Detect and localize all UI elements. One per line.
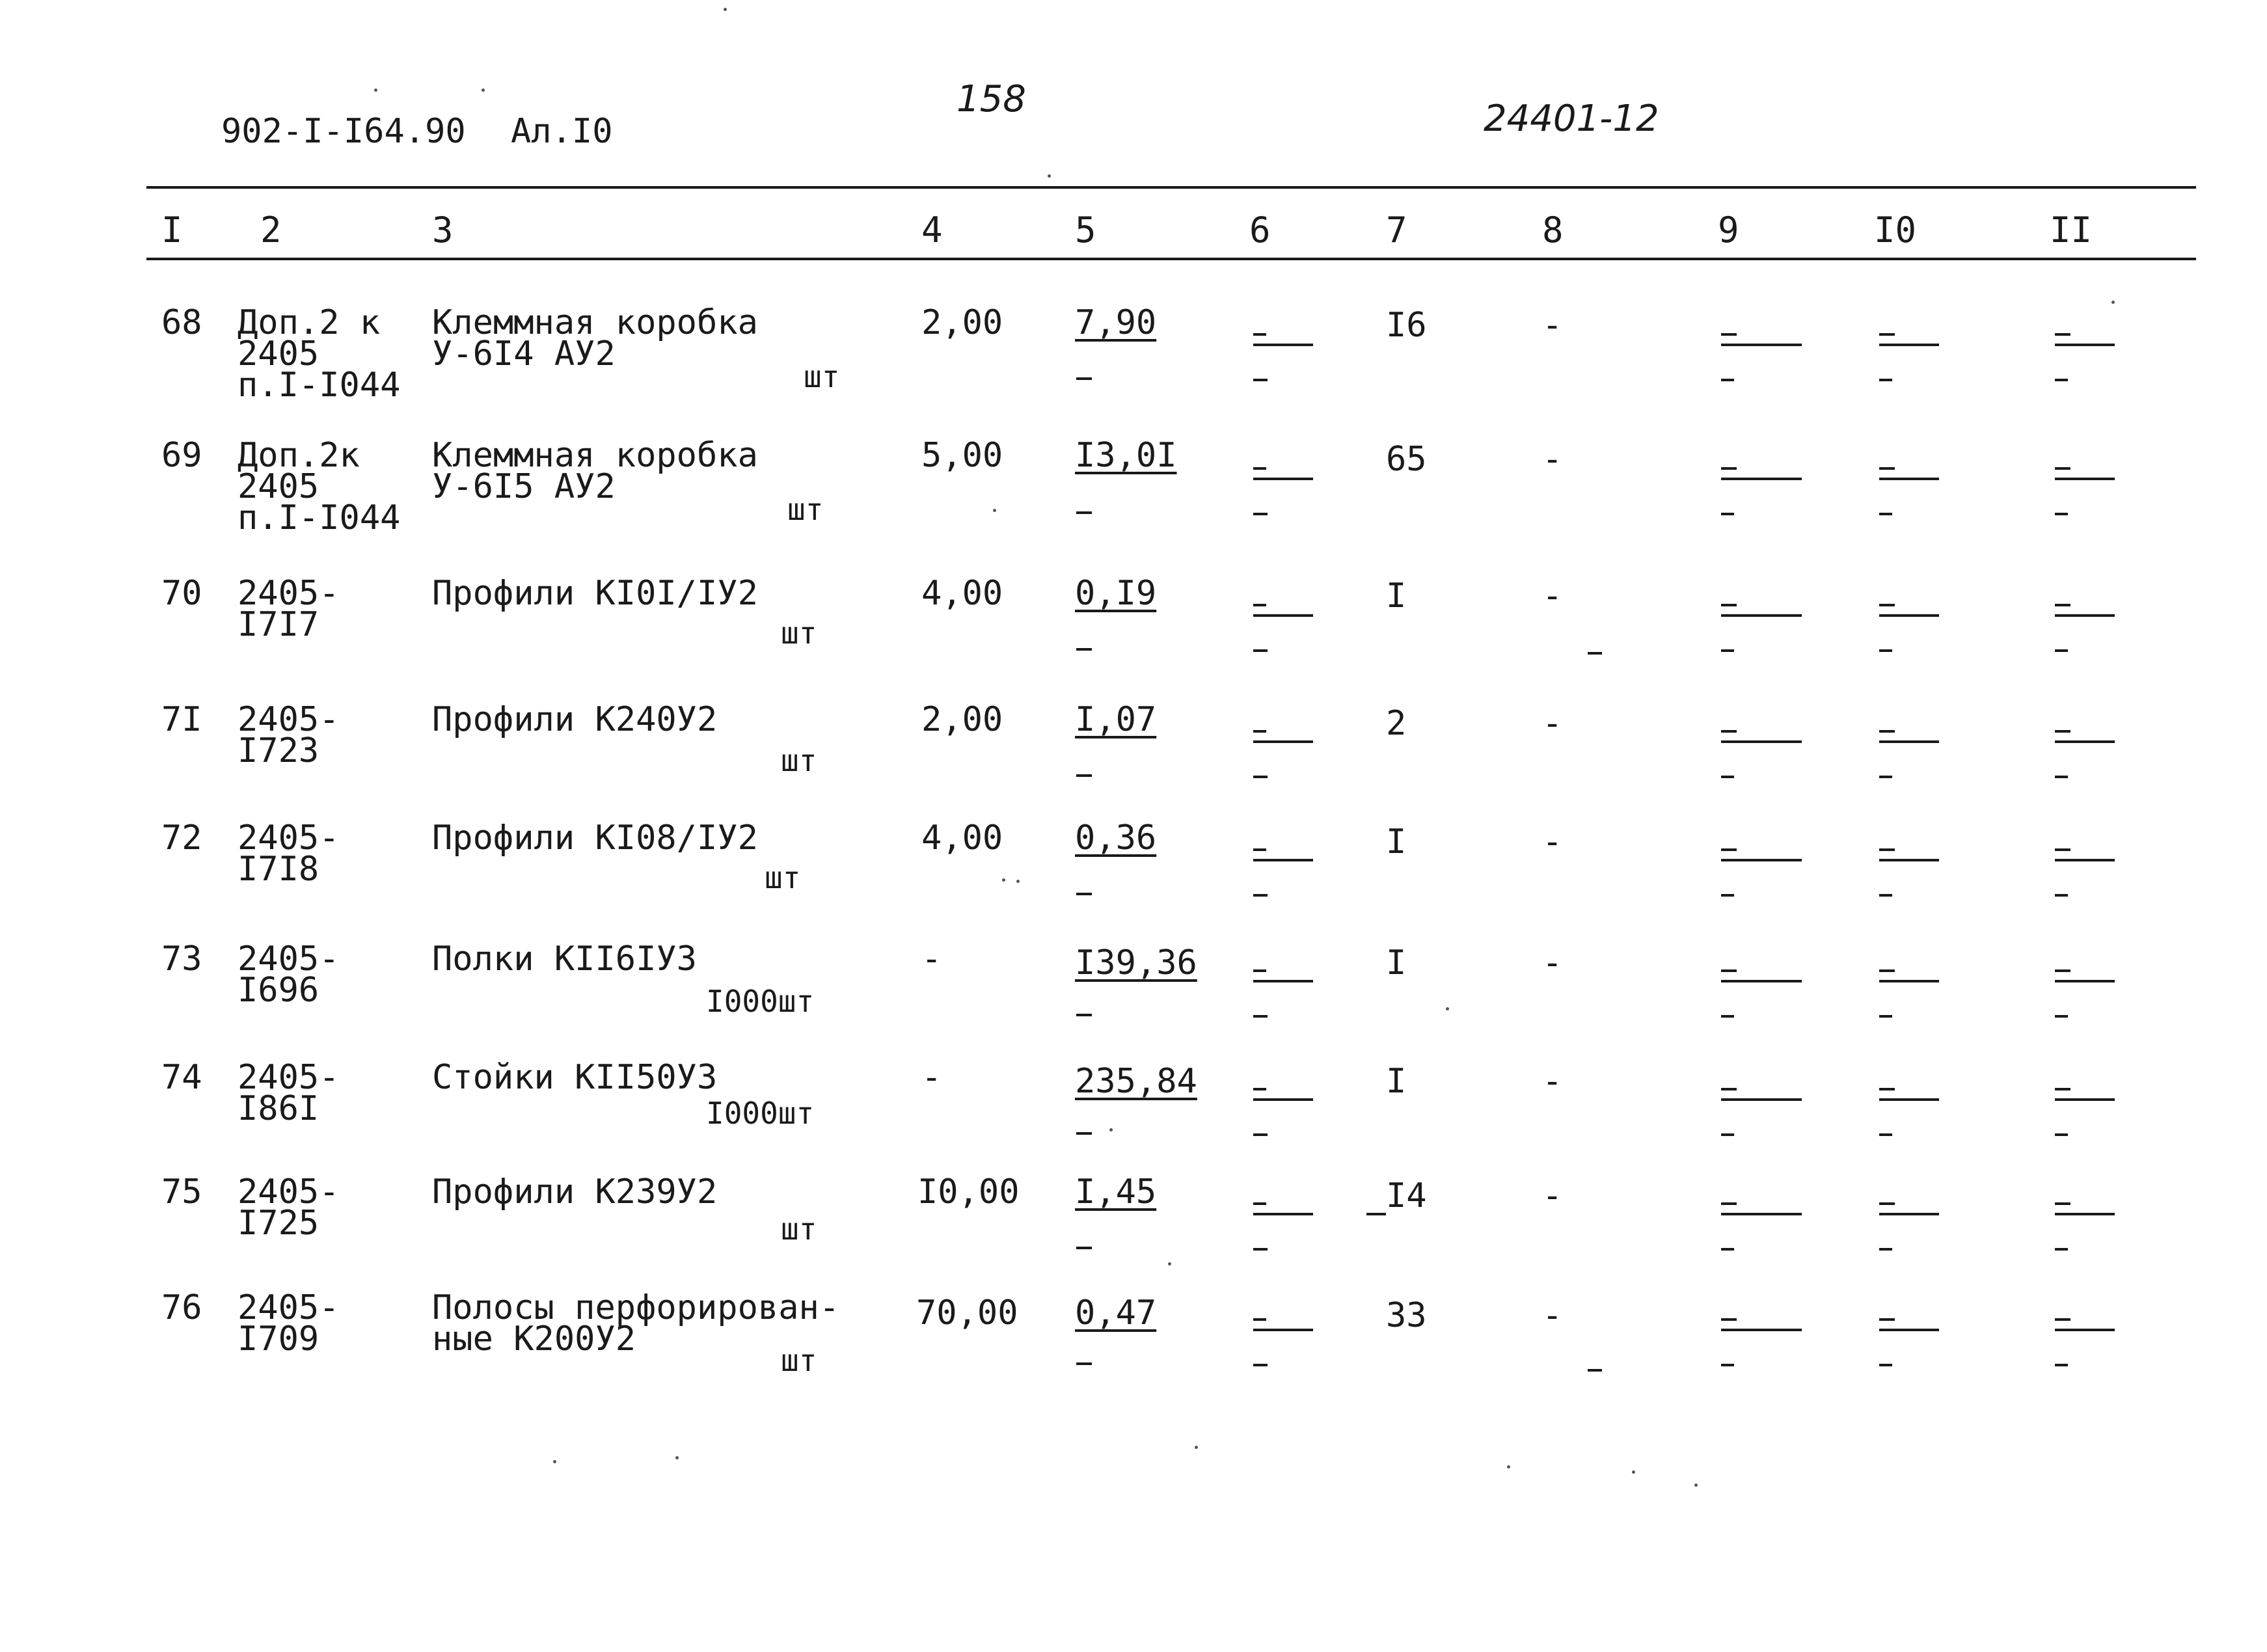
row-code: Доп.2 к 2405 п.I-I044 <box>238 303 401 405</box>
dash-mark <box>1879 379 1892 381</box>
dash-mark <box>1253 649 1268 652</box>
dash-mark <box>1253 604 1266 606</box>
scan-speck <box>482 88 485 92</box>
dash-mark <box>2055 379 2068 381</box>
scan-speck <box>2111 301 2115 304</box>
dash-mark <box>2055 894 2068 897</box>
row-col7: 65 <box>1386 440 1427 479</box>
row-number: 73 <box>161 940 202 979</box>
dash-mark <box>1879 1364 1892 1366</box>
dash-mark <box>1076 1247 1092 1249</box>
dash-mark <box>1879 969 1895 972</box>
dash-mark <box>1721 859 1802 861</box>
row-unit: I000шт <box>706 984 815 1019</box>
row-number: 75 <box>161 1172 202 1212</box>
dash-mark <box>1253 467 1266 470</box>
dash-mark <box>1076 511 1092 514</box>
dash-mark <box>1721 614 1802 617</box>
row-name: Профили КI08/IУ2 <box>432 819 758 858</box>
dash-mark <box>2055 1202 2070 1205</box>
dash-mark <box>1721 513 1734 515</box>
dash-mark <box>1879 740 1939 743</box>
dash-mark <box>2055 344 2115 346</box>
row-col7: 2 <box>1386 704 1407 743</box>
dash-mark <box>1879 649 1892 652</box>
row-col8: - <box>1542 306 1563 345</box>
dash-mark <box>1721 1088 1737 1090</box>
dash-mark <box>1721 894 1734 897</box>
dash-mark <box>1721 848 1737 851</box>
dash-mark <box>1253 776 1268 778</box>
dash-mark <box>1721 730 1737 733</box>
row-col5: I,07 <box>1075 700 1157 739</box>
dash-mark <box>1253 1364 1268 1366</box>
dash-mark <box>1879 1088 1895 1090</box>
dash-mark <box>1253 333 1266 336</box>
row-code: 2405- I7I7 <box>238 574 340 644</box>
dash-mark <box>1076 377 1092 380</box>
row-number: 76 <box>161 1288 202 1327</box>
row-number: 72 <box>161 819 202 858</box>
dash-mark <box>1721 1213 1802 1215</box>
dash-mark <box>2055 848 2070 851</box>
row-col8: - <box>1542 576 1563 616</box>
row-col4: 2,00 <box>921 303 1003 342</box>
col-head-7: 7 <box>1386 210 1407 251</box>
dash-mark <box>1879 1213 1939 1215</box>
scan-speck <box>724 8 727 11</box>
row-code: Доп.2к 2405 п.I-I044 <box>238 436 401 537</box>
row-number: 68 <box>161 303 202 342</box>
row-col7: 33 <box>1386 1296 1427 1335</box>
dash-mark <box>2055 604 2070 606</box>
dash-mark <box>1076 893 1092 895</box>
scan-speck <box>1002 878 1005 882</box>
row-col4: 4,00 <box>921 574 1003 613</box>
dash-mark <box>1721 776 1734 778</box>
dash-mark <box>1253 1329 1313 1331</box>
dash-mark <box>1076 1132 1092 1135</box>
dash-mark <box>1721 969 1737 972</box>
dash-mark <box>1721 1364 1734 1366</box>
dash-mark <box>1721 649 1734 652</box>
dash-mark <box>1721 333 1737 336</box>
row-number: 70 <box>161 574 202 613</box>
scan-speck <box>675 1456 679 1459</box>
row-col5: I,45 <box>1075 1172 1157 1212</box>
dash-mark <box>2055 1088 2070 1090</box>
dash-mark <box>1253 1248 1268 1251</box>
dash-mark <box>1879 848 1895 851</box>
row-col8: - <box>1542 704 1563 743</box>
row-unit: шт <box>781 743 817 778</box>
scan-speck <box>553 1460 556 1463</box>
row-name: Профили К239У2 <box>432 1172 718 1212</box>
dash-mark <box>2055 1248 2068 1251</box>
row-code: 2405- I696 <box>238 940 340 1010</box>
row-col7: I <box>1386 822 1407 861</box>
row-name: Клеммная коробка У-6I4 АУ2 <box>432 303 758 373</box>
dash-mark <box>1253 848 1266 851</box>
dash-mark <box>1253 478 1313 480</box>
dash-mark <box>1879 513 1892 515</box>
row-unit: шт <box>781 616 817 651</box>
col-head-3: 3 <box>432 210 454 251</box>
dash-mark <box>1721 344 1802 346</box>
row-col7: I6 <box>1386 306 1427 345</box>
row-col7: I <box>1386 1062 1407 1101</box>
row-unit: шт <box>781 1212 817 1247</box>
dash-mark <box>2055 740 2115 743</box>
row-name: Стойки КII50У3 <box>432 1058 718 1097</box>
scan-speck <box>1694 1483 1698 1487</box>
dash-mark <box>1721 1133 1734 1136</box>
scan-speck <box>993 509 996 512</box>
dash-mark <box>2055 980 2115 982</box>
dash-mark <box>2055 859 2115 861</box>
col-head-6: 6 <box>1249 210 1271 251</box>
dash-mark <box>1879 776 1892 778</box>
row-col4: 4,00 <box>921 819 1003 858</box>
row-code: 2405- I709 <box>238 1288 340 1359</box>
row-col7: I4 <box>1386 1176 1427 1215</box>
row-col4: 2,00 <box>921 700 1003 739</box>
dash-mark <box>1721 604 1737 606</box>
dash-mark <box>1721 379 1734 381</box>
dash-mark <box>1253 1213 1313 1215</box>
table-top-rule <box>146 186 2196 189</box>
dash-mark <box>1253 1098 1313 1101</box>
dash-mark <box>1879 1329 1939 1331</box>
row-name: Профили КI0I/IУ2 <box>432 574 758 613</box>
dash-mark <box>1879 859 1939 861</box>
row-number: 7I <box>161 700 202 739</box>
col-head-9: 9 <box>1718 210 1739 251</box>
row-col5: I39,36 <box>1075 943 1197 982</box>
dash-mark <box>1253 1318 1266 1321</box>
dash-mark <box>1076 1362 1092 1365</box>
dash-mark <box>2055 1329 2115 1331</box>
row-col8: - <box>1542 440 1563 479</box>
row-col8: - <box>1542 1176 1563 1215</box>
sheet-label: Ал.I0 <box>511 112 613 151</box>
row-col7: I <box>1386 576 1407 616</box>
dash-mark <box>2055 513 2068 515</box>
dash-mark <box>2055 649 2068 652</box>
table-header-rule <box>146 258 2196 260</box>
dash-mark <box>2055 478 2115 480</box>
dash-mark <box>1253 1088 1266 1090</box>
row-name: Клеммная коробка У-6I5 АУ2 <box>432 436 758 506</box>
row-number: 74 <box>161 1058 202 1097</box>
dash-mark <box>1253 969 1266 972</box>
dash-mark <box>1721 1015 1734 1018</box>
row-col5: 0,36 <box>1075 819 1157 858</box>
dash-mark <box>1879 1248 1892 1251</box>
col-head-8: 8 <box>1542 210 1564 251</box>
scan-speck <box>1195 1446 1198 1449</box>
col-head-11: II <box>2050 210 2093 251</box>
dash-mark <box>1253 730 1266 733</box>
dash-mark <box>1588 1369 1602 1372</box>
row-code: 2405- I7I8 <box>238 819 340 889</box>
row-unit: I000шт <box>706 1096 815 1131</box>
dash-mark <box>1879 1202 1895 1205</box>
dash-mark <box>1253 344 1313 346</box>
scan-speck <box>1109 1128 1113 1131</box>
row-code: 2405- I725 <box>238 1172 340 1243</box>
dash-mark <box>1253 894 1268 897</box>
scan-speck <box>1168 1262 1171 1266</box>
dash-mark <box>1253 513 1268 515</box>
dash-mark <box>1253 614 1313 617</box>
row-number: 69 <box>161 436 202 475</box>
dash-mark <box>1721 1098 1802 1101</box>
row-col4: 5,00 <box>921 436 1003 475</box>
row-col8: - <box>1542 1062 1563 1101</box>
col-head-1: I <box>161 210 183 251</box>
row-name: Полосы перфорирован- ные К200У2 <box>432 1288 840 1359</box>
col-head-10: I0 <box>1874 210 1917 251</box>
dash-mark <box>1879 1318 1895 1321</box>
col-head-2: 2 <box>260 210 282 251</box>
row-name: Профили К240У2 <box>432 700 718 739</box>
dash-mark <box>1879 1133 1892 1136</box>
dash-mark <box>1253 740 1313 743</box>
dash-mark <box>1721 1318 1737 1321</box>
dash-mark <box>1253 1202 1266 1205</box>
row-code: 2405- I723 <box>238 700 340 770</box>
row-col4: I0,00 <box>917 1172 1020 1212</box>
dash-mark <box>1253 980 1313 982</box>
dash-mark <box>1879 614 1939 617</box>
dash-mark <box>1076 774 1092 777</box>
row-col5: 235,84 <box>1075 1062 1197 1101</box>
row-col8: - <box>1542 1296 1563 1335</box>
dash-mark <box>1879 478 1939 480</box>
dash-mark <box>1879 1015 1892 1018</box>
row-unit: шт <box>765 860 801 895</box>
row-col8: - <box>1542 822 1563 861</box>
row-col5: 7,90 <box>1075 303 1157 342</box>
dash-mark <box>2055 1133 2068 1136</box>
dash-mark <box>1076 648 1092 651</box>
dash-mark <box>2055 969 2070 972</box>
row-col5: 0,47 <box>1075 1293 1157 1333</box>
dash-mark <box>2055 730 2070 733</box>
dash-mark <box>1721 1248 1734 1251</box>
dash-mark <box>2055 333 2070 336</box>
dash-mark <box>1588 652 1602 655</box>
row-unit: шт <box>787 492 824 527</box>
row-col4: - <box>921 940 942 979</box>
dash-mark <box>2055 1318 2070 1321</box>
dash-mark <box>1879 894 1892 897</box>
row-col4: 70,00 <box>916 1293 1018 1333</box>
dash-mark <box>1879 344 1939 346</box>
dash-mark <box>2055 1364 2068 1366</box>
document-code: 902-I-I64.90 <box>221 112 466 151</box>
dash-mark <box>1879 333 1895 336</box>
row-col4: - <box>921 1058 942 1097</box>
scan-speck <box>1048 174 1051 178</box>
dash-mark <box>2055 1098 2115 1101</box>
dash-mark <box>2055 1015 2068 1018</box>
dash-mark <box>1253 1015 1268 1018</box>
row-col5: 0,I9 <box>1075 574 1157 613</box>
col-head-4: 4 <box>921 210 943 251</box>
dash-mark <box>1366 1213 1386 1215</box>
dash-mark <box>1721 740 1802 743</box>
dash-mark <box>1879 980 1939 982</box>
dash-mark <box>2055 467 2070 470</box>
col-head-5: 5 <box>1075 210 1096 251</box>
dash-mark <box>1076 1014 1092 1016</box>
scan-speck <box>1446 1007 1449 1010</box>
dash-mark <box>2055 614 2115 617</box>
dash-mark <box>1879 604 1895 606</box>
dash-mark <box>1879 467 1895 470</box>
scan-speck <box>1632 1470 1635 1474</box>
dash-mark <box>1253 379 1268 381</box>
row-unit: шт <box>781 1343 817 1378</box>
row-col5: I3,0I <box>1075 436 1177 475</box>
page-number: 158 <box>957 78 1026 120</box>
row-unit: шт <box>804 359 840 394</box>
dash-mark <box>1721 1329 1802 1331</box>
scan-speck <box>374 88 377 92</box>
dash-mark <box>1879 730 1895 733</box>
scan-speck <box>1507 1465 1510 1469</box>
dash-mark <box>1879 1098 1939 1101</box>
dash-mark <box>1721 478 1802 480</box>
row-name: Полки КII6IУ3 <box>432 940 697 979</box>
dash-mark <box>1253 1133 1268 1136</box>
dash-mark <box>1721 980 1802 982</box>
dash-mark <box>2055 776 2068 778</box>
row-col8: - <box>1542 943 1563 982</box>
scan-speck <box>1016 880 1020 883</box>
row-code: 2405- I86I <box>238 1058 340 1128</box>
row-col7: I <box>1386 943 1407 982</box>
dash-mark <box>1721 467 1737 470</box>
dash-mark <box>1721 1202 1737 1205</box>
dash-mark <box>1253 859 1313 861</box>
dash-mark <box>2055 1213 2115 1215</box>
archive-number: 24401-12 <box>1484 98 1659 140</box>
